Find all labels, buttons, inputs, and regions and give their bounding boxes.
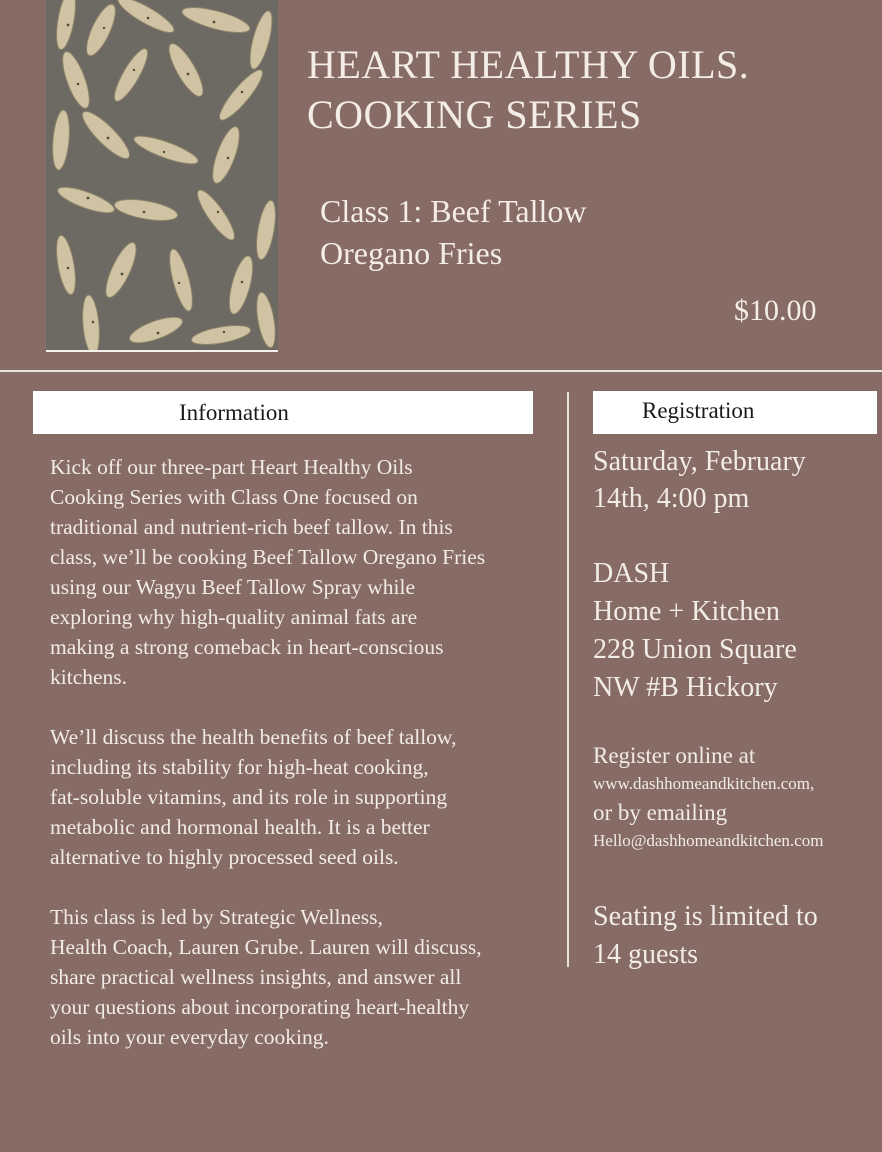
text-line: using our Wagyu Beef Tallow Spray while <box>50 575 415 599</box>
text-line: Kick off our three-part Heart Healthy Oils <box>50 455 413 479</box>
class-title-line: Oregano Fries <box>320 235 503 271</box>
address-line: 228 Union Square <box>593 634 797 665</box>
address-line: DASH <box>593 558 670 589</box>
text-line: Health Coach, Lauren Grube. Lauren will discuss, <box>50 935 482 959</box>
text-line: Cooking Series with Class One focused on <box>50 485 418 509</box>
text-line: traditional and nutrient-rich beef tallow. In this <box>50 515 453 539</box>
text-line: your questions about incorporating heart-healthy <box>50 995 470 1019</box>
seating-line: 14 guests <box>593 939 698 970</box>
email-intro-label: or by emailing <box>593 800 728 825</box>
registration-heading-box <box>593 391 877 434</box>
registration-heading: Registration <box>642 398 755 423</box>
text-line: including its stability for high-heat cooking, <box>50 755 429 779</box>
text-line: share practical wellness insights, and answer all <box>50 965 462 989</box>
class-title <box>320 190 840 274</box>
price: $10.00 <box>734 294 817 327</box>
class-title-line: Class 1: Beef Tallow <box>320 193 587 229</box>
text-line: We’ll discuss the health benefits of beef tallow, <box>50 725 457 749</box>
title-line: COOKING SERIES <box>307 92 642 137</box>
information-paragraph <box>50 722 570 872</box>
date-line: Saturday, February <box>593 446 806 477</box>
horizontal-divider <box>0 370 882 372</box>
information-heading: Information <box>179 400 289 425</box>
email-link[interactable]: Hello@dashhomeandkitchen.com <box>593 831 824 850</box>
text-line: metabolic and hormonal health. It is a better <box>50 815 430 839</box>
text-line: fat-soluble vitamins, and its role in supporting <box>50 785 448 809</box>
date-line: 14th, 4:00 pm <box>593 483 750 514</box>
registration-instructions <box>593 740 878 854</box>
information-body <box>50 452 570 1082</box>
website-link[interactable]: www.dashhomeandkitchen.com, <box>593 774 815 793</box>
seating-notice <box>593 898 878 974</box>
information-heading-box <box>33 391 533 434</box>
fries-illustration <box>46 0 278 350</box>
event-date <box>593 443 878 517</box>
event-address <box>593 555 878 707</box>
register-online-label: Register online at <box>593 743 756 768</box>
address-line: Home + Kitchen <box>593 596 780 627</box>
address-line: NW #B Hickory <box>593 672 778 703</box>
text-line: making a strong comeback in heart-conscious <box>50 635 444 659</box>
text-line: This class is led by Strategic Wellness, <box>50 905 383 929</box>
title-line: HEART HEALTHY OILS. <box>307 42 750 87</box>
text-line: oils into your everyday cooking. <box>50 1025 329 1049</box>
information-paragraph <box>50 452 570 692</box>
text-line: class, we’ll be cooking Beef Tallow Oregano Fries <box>50 545 486 569</box>
fries-photo <box>46 0 278 352</box>
seating-line: Seating is limited to <box>593 901 818 932</box>
information-paragraph <box>50 902 570 1052</box>
page-title <box>307 40 867 140</box>
text-line: kitchens. <box>50 665 128 689</box>
text-line: exploring why high-quality animal fats are <box>50 605 418 629</box>
text-line: alternative to highly processed seed oils. <box>50 845 399 869</box>
